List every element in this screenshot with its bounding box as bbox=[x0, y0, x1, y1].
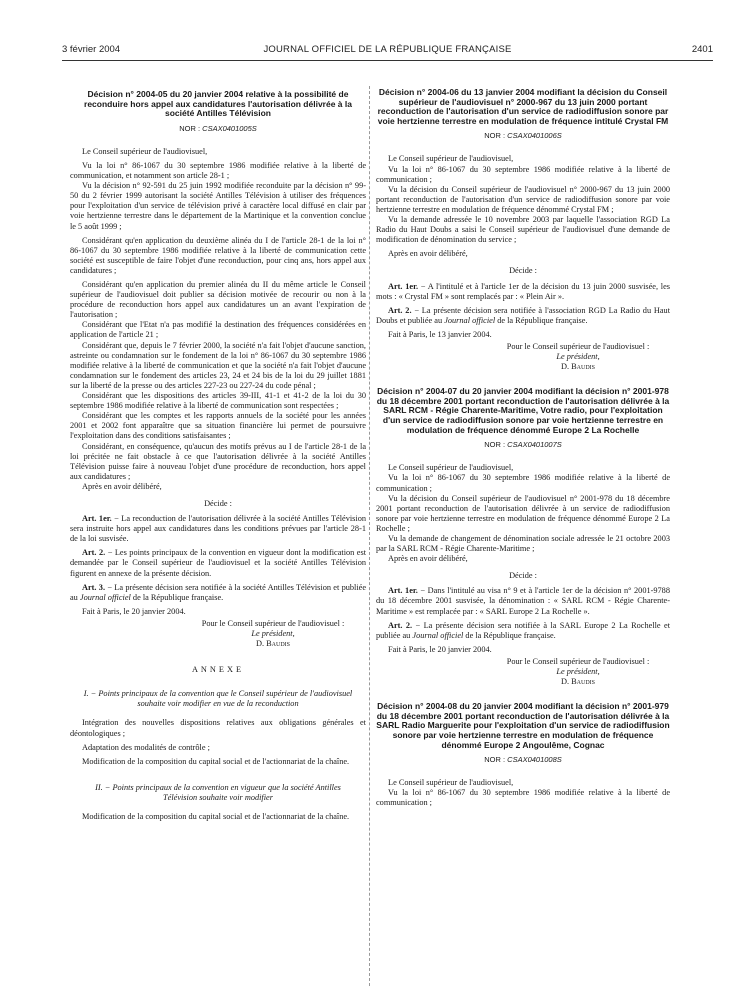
nor-reference bbox=[376, 440, 670, 450]
done-at: Fait à Paris, le 13 janvier 2004. bbox=[388, 329, 492, 339]
decide-heading: Décide : bbox=[509, 266, 537, 276]
decision-title: Décision n° 2004-08 du 20 janvier 2004 modifiant la décision n° 2001-979 du 18 décembre 2001 portant reconduction de l'autorisation délivrée à la SARL Radio Marguerite pour l'exploitation d'un service de radiodiffusion sonore par voie hertzienne terrestre en modulation de fréquence dénommé Europe 2 Angoulême, Cognac bbox=[376, 701, 670, 750]
nor-label: NOR : bbox=[484, 131, 506, 141]
nor-label: NOR : bbox=[484, 755, 506, 765]
page-header bbox=[62, 44, 713, 58]
article-2 bbox=[376, 306, 670, 326]
spacer bbox=[376, 687, 670, 702]
paragraph: Vu la loi n° 86-1067 du 30 septembre 1986 modifiée relative à la liberté de communication ; bbox=[376, 788, 670, 808]
decision-title: Décision n° 2004-07 du 20 janvier 2004 modifiant la décision n° 2001-978 du 18 décembre 2001 portant reconduction de l'autorisation délivrée à la SARL RCM - Régie Charente-Maritime, Votre radio, pour l'exploitation d'un service de radiodiffusion sonore par voie hertzienne terrestre en modulation de fréquence dénommé Europe 2 La Rochelle bbox=[376, 386, 670, 435]
article-2 bbox=[70, 548, 366, 578]
done-at: Fait à Paris, le 20 janvier 2004. bbox=[82, 606, 186, 616]
signature-role: Le président, bbox=[556, 352, 600, 362]
article-text: − Les points principaux de la convention en vigueur dont la modification est demandée par le Conseil supérieur de l'audiovisuel et la société Antilles Télévision figurent en annexe de la présente décision. bbox=[70, 548, 366, 578]
column-divider bbox=[369, 86, 370, 986]
annexe-heading: ANNEXE bbox=[191, 665, 245, 675]
paragraph: Vu la demande adressée le 10 novembre 2003 par laquelle l'association RGD La Radio du Haut Doubs a saisi le Conseil supérieur de l'audiovisuel d'une demande de modification de dénomination du service ; bbox=[376, 215, 670, 245]
paragraph: Le Conseil supérieur de l'audiovisuel, bbox=[388, 154, 514, 164]
article-text: − La présente décision sera notifiée à l'association RGD La Radio du Haut Doubs et publiée au bbox=[376, 305, 671, 325]
paragraph: Adaptation des modalités de contrôle ; bbox=[82, 742, 210, 752]
paragraph: Après en avoir délibéré, bbox=[388, 554, 468, 564]
paragraph: Modification de la composition du capital social et de l'actionnariat de la chaîne. bbox=[82, 756, 350, 766]
signature-for: Pour le Conseil supérieur de l'audiovisuel : bbox=[506, 341, 650, 351]
article-1 bbox=[376, 282, 670, 302]
article-text: de la République française. bbox=[463, 630, 556, 640]
left-column bbox=[70, 90, 366, 822]
nor-code: CSAX0401005S bbox=[202, 123, 257, 133]
article-3 bbox=[70, 583, 366, 603]
paragraph: Vu la demande de changement de dénomination sociale adressée le 21 octobre 2003 par la SARL RCM - Régie Charente-Maritime ; bbox=[376, 533, 670, 554]
nor-code: CSAX0401006S bbox=[507, 131, 562, 141]
signature-role: Le président, bbox=[556, 667, 600, 676]
article-label: Art. 2. bbox=[388, 305, 412, 315]
done-at: Fait à Paris, le 20 janvier 2004. bbox=[388, 644, 492, 654]
spacer bbox=[376, 372, 670, 387]
nor-label: NOR : bbox=[484, 440, 506, 450]
paragraph: Vu la loi n° 86-1067 du 30 septembre 1986 modifiée relative à la liberté de communication, et notamment son article 28-1 ; bbox=[70, 160, 366, 181]
nor-reference bbox=[376, 755, 670, 765]
decision-title: Décision n° 2004-06 du 13 janvier 2004 modifiant la décision du Conseil supérieur de l'audiovisuel n° 2000-967 du 13 juin 2000 portant reconduction de l'autorisation d'un service de radiodiffusion sonore par voie hertzienne terrestre en modulation de fréquence intitulé Crystal FM bbox=[377, 87, 669, 126]
header-journal-title: JOURNAL OFFICIEL DE LA RÉPUBLIQUE FRANÇAISE bbox=[263, 44, 512, 55]
header-rule bbox=[62, 60, 713, 61]
paragraph: Vu la décision du Conseil supérieur de l'audiovisuel n° 2000-967 du 13 juin 2000 portant reconduction de l'autorisation d'un service de radiodiffusion sonore par voie hertzienne terrestre en modulation de fréquence dénommé Crystal FM ; bbox=[376, 184, 670, 214]
article-label: Art. 1er. bbox=[388, 281, 419, 291]
article-label: Art. 2. bbox=[82, 548, 106, 558]
article-1 bbox=[376, 586, 670, 616]
paragraph: Vu la loi n° 86-1067 du 30 septembre 1986 modifiée relative à la liberté de communication ; bbox=[376, 473, 670, 493]
nor-reference bbox=[376, 131, 670, 141]
paragraph: Le Conseil supérieur de l'audiovisuel, bbox=[388, 778, 514, 788]
paragraph: Modification de la composition du capital social et de l'actionnariat de la chaîne. bbox=[82, 812, 350, 822]
nor-reference bbox=[70, 124, 366, 134]
paragraph: Considérant qu'en application du deuxième alinéa du I de l'article 28-1 de la loi n° 86-1067 du 30 septembre 1986 modifiée relative à la liberté de communication cette société est susceptible de faire l'objet d'une reconduction, pour cinq ans, hors appel aux candidatures ; bbox=[70, 235, 366, 275]
signature-role: Le président, bbox=[251, 629, 295, 638]
article-text: de la République française. bbox=[495, 315, 588, 325]
paragraph: Considérant que, depuis le 7 février 2000, la société n'a fait l'objet d'aucune sanction, astreinte ou condamnation sur le fondement de la loi n° 86-1067 du 30 septembre 1986 modifiée relative à la liberté de communication et que la société n'a fait l'objet d'aucune condamnation sur le fondement des articles 23, 24 et 24 bis de la loi du 29 juillet 1881 sur la liberté de la presse ou des articles 227-23 ou 227-24 du code pénal ; bbox=[70, 340, 366, 390]
signature-for: Pour le Conseil supérieur de l'audiovisuel : bbox=[506, 656, 650, 666]
signature-block bbox=[70, 619, 366, 649]
header-date: 3 février 2004 bbox=[62, 44, 121, 55]
article-label: Art. 1er. bbox=[82, 514, 112, 524]
annexe-section-heading: I. − Points principaux de la convention que le Conseil supérieur de l'audiovisuel souhaite voir modifier en vue de la reconduction bbox=[83, 689, 353, 709]
nor-label: NOR : bbox=[179, 123, 201, 133]
signature-name: D. Baudis bbox=[560, 362, 595, 372]
signature-name: D. Baudis bbox=[560, 677, 595, 687]
article-2 bbox=[376, 621, 670, 641]
paragraph: Après en avoir délibéré, bbox=[388, 249, 468, 259]
annexe-section-heading: II. − Points principaux de la convention en vigueur que la société Antilles Télévision souhaite voir modifier bbox=[95, 782, 341, 802]
paragraph: Vu la décision du Conseil supérieur de l'audiovisuel n° 2001-978 du 18 décembre 2001 portant reconduction de l'autorisation délivrée à un service de radiodiffusion sonore par voie hertzienne terrestre en modulation de fréquence dénommé Europe 2 La Rochelle ; bbox=[376, 493, 670, 533]
article-label: Art. 2. bbox=[388, 620, 413, 630]
nor-code: CSAX0401008S bbox=[507, 755, 562, 765]
nor-code: CSAX0401007S bbox=[507, 440, 562, 450]
journal-officiel-italic: Journal officiel bbox=[79, 592, 131, 602]
paragraph: Après en avoir délibéré, bbox=[82, 481, 162, 491]
article-text: − La présente décision sera notifiée à la société Antilles Télévision et publiée au bbox=[70, 582, 367, 602]
journal-officiel-italic: Journal officiel bbox=[412, 630, 464, 640]
header-page-number: 2401 bbox=[691, 44, 713, 55]
right-column bbox=[376, 88, 670, 809]
paragraph: Le Conseil supérieur de l'audiovisuel, bbox=[388, 463, 514, 473]
decide-heading: Décide : bbox=[509, 571, 537, 581]
paragraph: Vu la loi n° 86-1067 du 30 septembre 1986 modifiée relative à la liberté de communication ; bbox=[376, 164, 670, 184]
article-text: de la République française. bbox=[130, 592, 224, 602]
signature-block bbox=[376, 657, 670, 687]
signature-name: D. Baudis bbox=[255, 639, 290, 649]
paragraph: Considérant que l'Etat n'a pas modifié la destination des fréquences considérées en application de l'article 21 ; bbox=[70, 320, 366, 340]
decision-title: Décision n° 2004-05 du 20 janvier 2004 relative à la possibilité de reconduire hors appel aux candidatures l'autorisation délivrée à la société Antilles Télévision bbox=[84, 89, 352, 119]
article-text: − La présente décision sera notifiée à la SARL Europe 2 La Rochelle et publiée au bbox=[376, 620, 670, 640]
paragraph: Le Conseil supérieur de l'audiovisuel, bbox=[82, 146, 208, 156]
article-text: − La reconduction de l'autorisation délivrée à la société Antilles Télévision sera instruite hors appel aux candidatures dans les conditions prévues par l'article 28-1 de la loi susvisée. bbox=[70, 514, 366, 544]
signature-block bbox=[376, 342, 670, 372]
paragraph: Considérant que les dispositions des articles 39-III, 41-1 et 41-2 de la loi du 30 septembre 1986 modifiée relative à la liberté de communication sont respectées ; bbox=[70, 391, 366, 411]
paragraph: Vu la décision n° 92-591 du 25 juin 1992 modifiée reconduite par la décision n° 99-50 du 2 février 1999 autorisant la société Antilles Télévision à utiliser des fréquences pour l'exploitation d'un service de télévision privé à caractère local diffusé en clair par voie hertzienne terrestre dans le département de la Martinique et la convention conclue le 5 août 1999 ; bbox=[70, 181, 366, 231]
paragraph: Considérant que les comptes et les rapports annuels de la société pour les années 2001 et 2002 font apparaître que sa situation financière lui permet de poursuivre l'exploitation dans des conditions satisfaisantes ; bbox=[70, 411, 366, 441]
article-text: − Dans l'intitulé au visa n° 9 et à l'article 1er de la décision n° 2001-9788 du 18 décembre 2001 susvisée, la dénomination : « SARL RCM - Régie Charente-Maritime » est remplacée par : « SARL Europe 2 La Rochelle ». bbox=[376, 586, 670, 616]
signature-for: Pour le Conseil supérieur de l'audiovisuel : bbox=[201, 618, 345, 628]
decide-heading: Décide : bbox=[204, 498, 232, 508]
paragraph: Considérant, en conséquence, qu'aucun des motifs prévus au I de l'article 28-1 de la loi précitée ne fait obstacle à ce que l'autorisation délivrée à la société Antilles Télévision puisse faire à nouveau l'objet d'une procédure de reconduction, hors appel aux candidatures ; bbox=[70, 441, 366, 481]
paragraph: Considérant qu'en application du premier alinéa du II du même article le Conseil supérieur de l'audiovisuel doit publier sa décision motivée de recourir ou non à la procédure de reconduction hors appel aux candidatures un an avant l'expiration de l'autorisation ; bbox=[70, 280, 366, 320]
article-text: − A l'intitulé et à l'article 1er de la décision du 13 juin 2000 susvisée, les mots : « Crystal FM » sont remplacés par : « Plein Air ». bbox=[376, 281, 670, 301]
article-label: Art. 3. bbox=[82, 582, 106, 592]
article-label: Art. 1er. bbox=[388, 586, 418, 596]
journal-officiel-italic: Journal officiel bbox=[444, 315, 496, 325]
article-1 bbox=[70, 514, 366, 544]
paragraph: Intégration des nouvelles dispositions relatives aux obligations générales et déontologiques ; bbox=[70, 718, 366, 738]
